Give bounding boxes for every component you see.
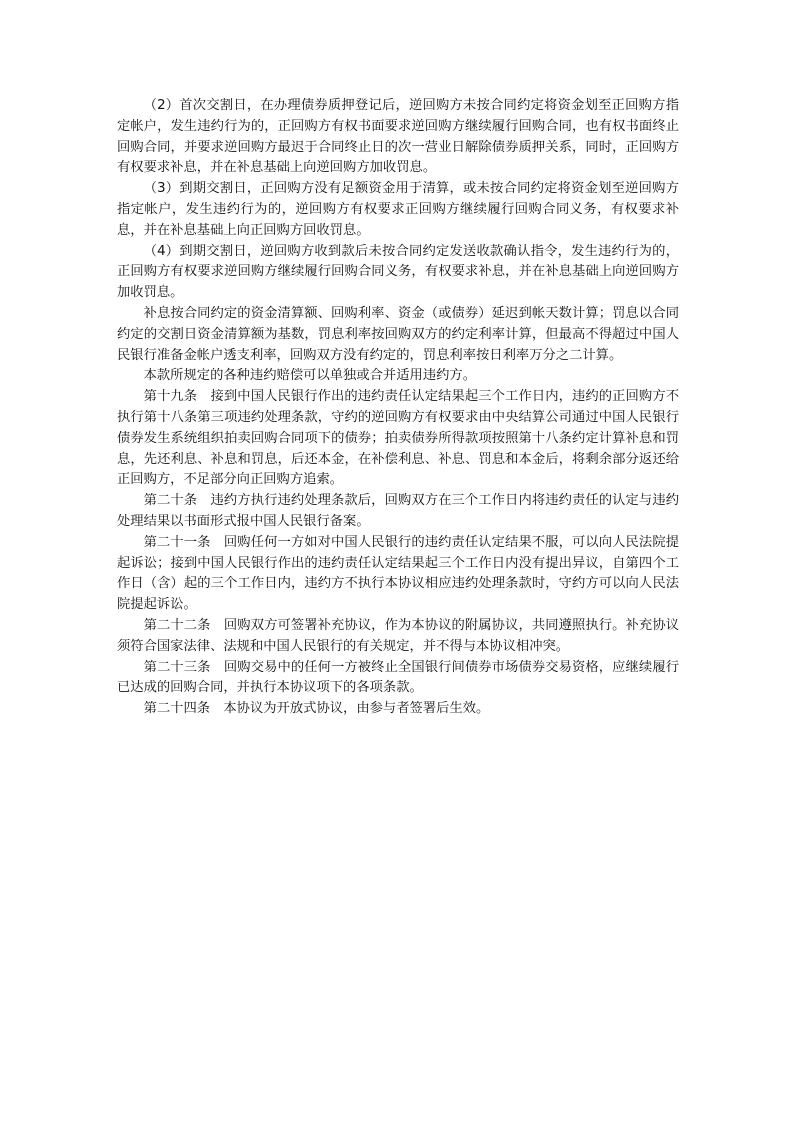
compensation-calculation-paragraph: 补息按合同约定的资金清算额、回购利率、资金（或债券）延迟到帐天数计算；罚息以合同约定的交割日资金清算额为基数，罚息利率按回购双方的约定利率计算，但最高不得超过中国人民银行准备金帐户透支利率，回购双方没有约定的，罚息利率按日利率万分之二计算。 [117,305,679,363]
clause-paragraph-3: （3）到期交割日，正回购方没有足额资金用于清算，或未按合同约定将资金划至逆回购方指定帐户，发生违约行为的，逆回购方有权要求正回购方继续履行回购合同义务，有权要求补息，并在补息基础上向正回购方回收罚息。 [117,181,679,238]
article-24-paragraph: 第二十四条 本协议为开放式协议，由参与者签署后生效。 [143,701,490,717]
article-21-paragraph: 第二十一条 回购任何一方如对中国人民银行的违约责任认定结果不服，可以向人民法院提起诉讼；接到中国人民银行作出的违约责任认定结果起三个工作日内没有提出异议，自第四个工作日（含）起的三个工作日内，违约方不执行本协议相应违约处理条款时，守约方可以向人民法院提起诉讼。 [117,534,679,613]
article-19-paragraph: 第十九条 接到中国人民银行作出的违约责任认定结果起三个工作日内，违约的正回购方不执行第十八条第三项违约处理条款，守约的逆回购方有权要求由中央结算公司通过中国人民银行债券发生系统组织拍卖回购合同项下的债券；拍卖债券所得款项按照第十八条约定计算补息和罚息，先还利息、补息和罚息，后还本金，在补偿利息、补息、罚息和本金后，将剩余部分返还给正回购方，不足部分向正回购方追索。 [117,389,679,488]
article-20-paragraph: 第二十条 违约方执行违约处理条款后，回购双方在三个工作日内将违约责任的认定与违约处理结果以书面形式报中国人民银行备案。 [117,493,679,529]
article-23-paragraph: 第二十三条 回购交易中的任何一方被终止全国银行间债券市场债券交易资格，应继续履行已达成的回购合同，并执行本协议项下的各项条款。 [117,659,679,696]
document-page [117,96,679,720]
clause-paragraph-2: （2）首次交割日，在办理债券质押登记后，逆回购方未按合同约定将资金划至正回购方指定帐户，发生违约行为的，正回购方有权书面要求逆回购方继续履行回购合同，也有权书面终止回购合同，并要求逆回购方最迟于合同终止日的次一营业日解除债券质押关系，同时，正回购方有权要求补息，并在补息基础上向逆回购方加收罚息。 [117,98,679,176]
article-22-paragraph: 第二十二条 回购双方可签署补充协议，作为本协议的附属协议，共同遵照执行。补充协议须符合国家法律、法规和中国人民银行的有关规定，并不得与本协议相冲突。 [117,617,679,654]
clause-paragraph-4: （4）到期交割日，逆回购方收到款后未按合同约定发送收款确认指令，发生违约行为的，正回购方有权要求逆回购方继续履行回购合同义务，有权要求补息，并在补息基础上向逆回购方加收罚息。 [117,243,679,301]
compensation-applicability-paragraph: 本款所规定的各种违约赔偿可以单独或合并适用违约方。 [143,368,477,384]
